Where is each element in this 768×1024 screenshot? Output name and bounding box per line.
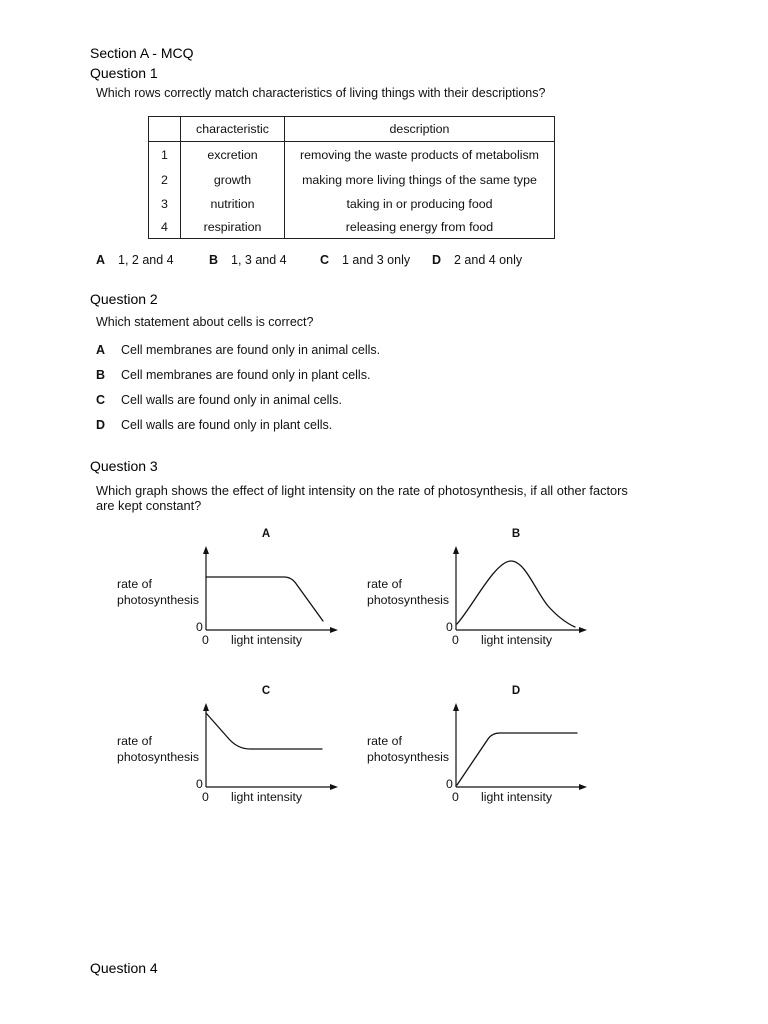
y-axis-label-line-2: photosynthesis (117, 750, 200, 764)
y-axis-label-line-1: rate of (117, 734, 152, 748)
characteristic-cell: growth (181, 168, 285, 192)
x-axis-arrow (330, 627, 338, 633)
option-letter: C (320, 253, 330, 267)
table-row (149, 142, 555, 169)
section-title: Section A - MCQ (90, 45, 194, 61)
y-origin-label: 0 (196, 620, 203, 634)
option-text: 2 and 4 only (454, 253, 523, 267)
x-axis-label: light intensity (231, 790, 303, 804)
x-origin-label: 0 (202, 633, 209, 647)
question-3-stem-line-1: Which graph shows the effect of light intensity on the rate of photosynthesis, if all other factors (96, 483, 628, 498)
y-axis-label-line-2: photosynthesis (367, 593, 450, 607)
table-row (149, 216, 555, 239)
y-origin-label: 0 (446, 777, 453, 791)
y-axis-label-line-1: rate of (117, 577, 152, 591)
x-axis-arrow (330, 784, 338, 790)
y-origin-label: 0 (446, 620, 453, 634)
option-letter: B (96, 368, 106, 382)
option-text: Cell walls are found only in plant cells. (121, 418, 333, 432)
x-axis-label: light intensity (481, 790, 553, 804)
y-axis-label-line-2: photosynthesis (117, 593, 200, 607)
graph-letter: C (261, 685, 271, 697)
x-origin-label: 0 (202, 790, 209, 804)
question-4-heading: Question 4 (90, 960, 158, 976)
option-text: 1, 3 and 4 (231, 253, 287, 267)
option-letter: A (96, 253, 106, 267)
option-text: 1, 2 and 4 (118, 253, 174, 267)
characteristic-cell: respiration (181, 216, 285, 239)
answer-option-a (96, 343, 380, 358)
description-cell: removing the waste products of metabolism (285, 142, 555, 169)
answer-option-b (209, 253, 287, 268)
x-axis-label: light intensity (481, 633, 553, 647)
question-1-stem: Which rows correctly match characteristics of living things with their descriptions? (96, 86, 546, 100)
graph-letter: D (511, 685, 521, 697)
y-axis-label-line-1: rate of (367, 734, 402, 748)
graph-curve (206, 577, 323, 621)
graph-letter: B (511, 528, 521, 540)
answer-option-c (96, 393, 342, 408)
header-cell-characteristic: characteristic (181, 117, 285, 142)
x-origin-label: 0 (452, 633, 459, 647)
option-text: Cell walls are found only in animal cells. (121, 393, 342, 407)
description-cell: taking in or producing food (285, 192, 555, 216)
option-letter: B (209, 253, 219, 267)
y-origin-label: 0 (196, 777, 203, 791)
answer-option-c (320, 253, 410, 268)
header-cell-description: description (285, 117, 555, 142)
graph-d (350, 677, 600, 809)
answer-option-d (96, 418, 332, 433)
option-letter: D (432, 253, 442, 267)
description-cell: releasing energy from food (285, 216, 555, 239)
option-text: 1 and 3 only (342, 253, 411, 267)
y-axis-arrow (203, 703, 209, 711)
description-cell: making more living things of the same type (285, 168, 555, 192)
question-2-stem: Which statement about cells is correct? (96, 315, 314, 329)
y-axis-arrow (203, 546, 209, 554)
characteristic-cell: excretion (181, 142, 285, 169)
row-number-cell: 4 (149, 216, 181, 239)
table-header-row (149, 117, 555, 142)
option-text: Cell membranes are found only in animal cells. (121, 343, 381, 357)
x-axis-label: light intensity (231, 633, 303, 647)
table-row (149, 168, 555, 192)
graph-curve (457, 561, 575, 627)
characteristics-table (148, 116, 555, 239)
answer-option-b (96, 368, 370, 383)
graph-curve (206, 713, 322, 749)
graph-curve (457, 733, 577, 785)
answer-option-d (432, 253, 522, 268)
option-letter: D (96, 418, 106, 432)
answer-option-a (96, 253, 174, 268)
row-number-cell: 3 (149, 192, 181, 216)
option-letter: C (96, 393, 106, 407)
table-row (149, 192, 555, 216)
x-axis-arrow (579, 784, 587, 790)
question-3-stem-line-2: are kept constant? (96, 498, 202, 513)
row-number-cell: 2 (149, 168, 181, 192)
y-axis-arrow (453, 703, 459, 711)
question-3-heading: Question 3 (90, 458, 158, 474)
graph-b (350, 520, 600, 652)
option-text: Cell membranes are found only in plant cells. (121, 368, 371, 382)
x-origin-label: 0 (452, 790, 459, 804)
graph-a (100, 520, 350, 652)
graph-c (100, 677, 350, 809)
header-cell-number (149, 117, 181, 142)
option-letter: A (96, 343, 106, 357)
y-axis-arrow (453, 546, 459, 554)
x-axis-arrow (579, 627, 587, 633)
y-axis-label-line-2: photosynthesis (367, 750, 450, 764)
question-2-heading: Question 2 (90, 291, 158, 307)
graph-letter: A (261, 528, 271, 540)
characteristic-cell: nutrition (181, 192, 285, 216)
question-1-heading: Question 1 (90, 65, 158, 81)
y-axis-label-line-1: rate of (367, 577, 402, 591)
row-number-cell: 1 (149, 142, 181, 169)
